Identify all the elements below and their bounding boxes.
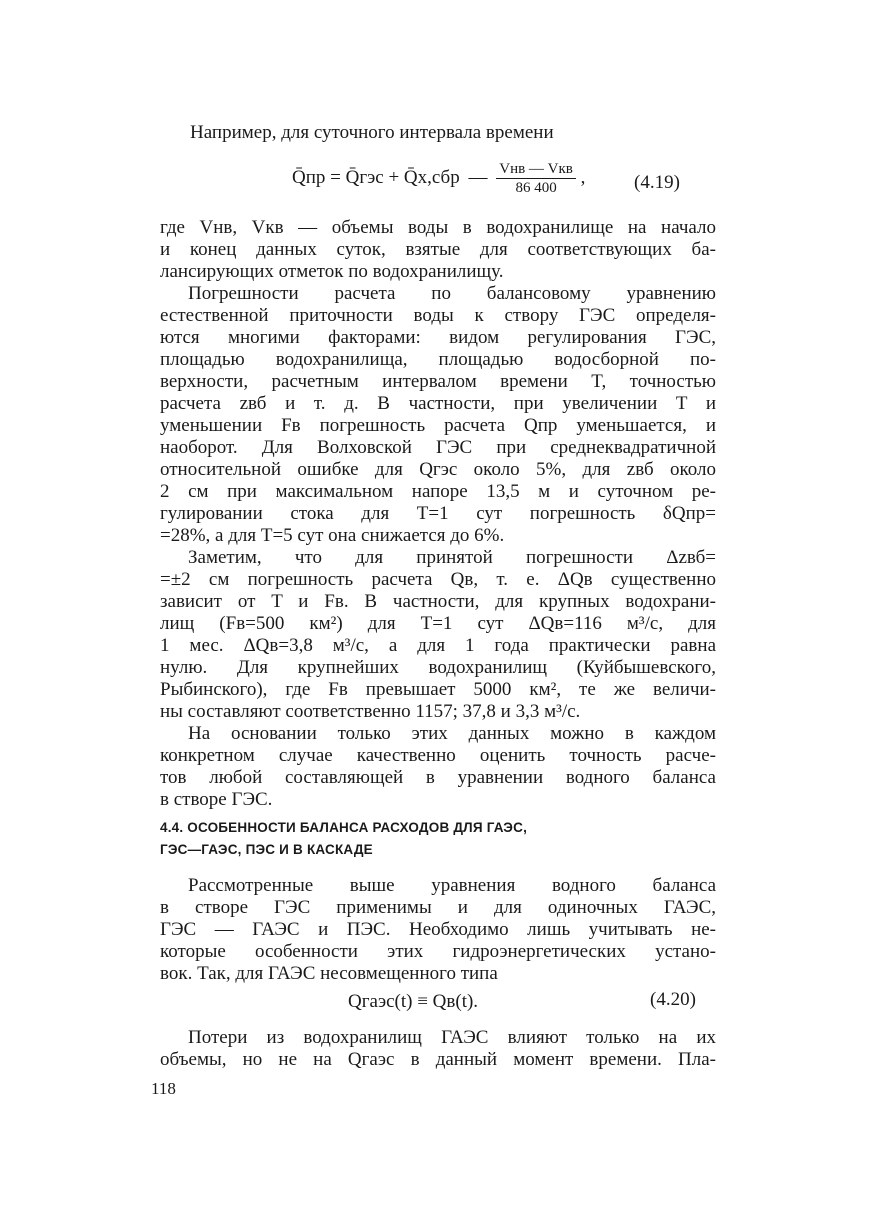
text-line: =28%, а для T=5 сут она снижается до 6%. (160, 525, 505, 546)
text-line: конкретном случае качественно оценить точность расче- (160, 745, 716, 766)
text-line: в створе ГЭС. (160, 789, 273, 810)
text-line: верхности, расчетным интервалом времени T, точностью (160, 371, 716, 392)
text-line: Рыбинского), где Fв превышает 5000 км², те же величи- (160, 679, 716, 700)
equation-4-19-lhs: Q̄пр = Q̄гэс + Q̄х,сбр (292, 166, 460, 188)
text-line: ГЭС — ГАЭС и ПЭС. Необходимо лишь учитывать не- (160, 919, 716, 940)
equation-4-19: Q̄пр = Q̄гэс + Q̄х,сбр — $\frac{\text{Vнв — Vкв}}{86 400}$ , (292, 161, 586, 196)
text-line: площадью водохранилища, площадью водосборной по- (160, 349, 716, 370)
text-line: нулю. Для крупнейших водохранилищ (Куйбышевского, (160, 657, 716, 678)
text-line: =±2 см погрешность расчета Qв, т. е. ΔQв существенно (160, 569, 716, 590)
equation-4-19-fraction (496, 160, 576, 197)
page-number: 118 (151, 1079, 176, 1098)
paragraph-3 (160, 547, 716, 723)
text-line: в створе ГЭС применимы и для одиночных ГАЭС, (160, 897, 716, 918)
text-line: тов любой составляющей в уравнении водного баланса (160, 767, 716, 788)
text-line: Заметим, что для принятой погрешности Δzвб= (188, 547, 716, 568)
text-line: лансирующих отметок по водохранилищу. (160, 261, 504, 282)
text-line: уменьшении Fв погрешность расчета Qпр уменьшается, и (160, 415, 716, 436)
text-line: Погрешности расчета по балансовому уравнению (188, 283, 716, 304)
text-line: вок. Так, для ГАЭС несовмещенного типа (160, 963, 498, 984)
heading-line: ГЭС—ГАЭС, ПЭС И В КАСКАДЕ (160, 842, 373, 857)
equation-number-4-19: (4.19) (634, 172, 680, 193)
text-line: Рассмотренные выше уравнения водного баланса (188, 875, 716, 896)
fraction-numerator: Vнв — Vкв (496, 160, 576, 179)
heading-line: 4.4. ОСОБЕННОСТИ БАЛАНСА РАСХОДОВ ДЛЯ ГАЭС, (160, 820, 528, 835)
text-line: расчета zвб и т. д. В частности, при увеличении T и (160, 393, 716, 414)
text-line: Потери из водохранилищ ГАЭС влияют только на их (188, 1027, 716, 1048)
text-line: гулировании стока для T=1 сут погрешность δQпр= (160, 503, 716, 524)
paragraph-4 (160, 723, 716, 811)
text-line: На основании только этих данных можно в каждом (188, 723, 716, 744)
text-line: зависит от T и Fв. В частности, для крупных водохрани- (160, 591, 716, 612)
text-line: которые особенности этих гидроэнергетических устано- (160, 941, 716, 962)
paragraph-6 (160, 1027, 716, 1071)
equation-number-4-20: (4.20) (650, 989, 696, 1010)
text-line: естественной приточности воды к створу ГЭС определя- (160, 305, 716, 326)
paragraph-1 (160, 217, 716, 283)
equation-4-19-comma: , (580, 166, 586, 188)
section-heading (160, 817, 716, 861)
intro-line: Например, для суточного интервала времени (190, 122, 554, 143)
equation-4-20: Qгаэс(t) ≡ Qв(t). (348, 991, 479, 1012)
text-line: наоборот. Для Волховской ГЭС при среднеквадратичной (160, 437, 716, 458)
text-line: объемы, но не на Qгаэс в данный момент времени. Пла- (160, 1049, 716, 1070)
text-line: 1 мес. ΔQв=3,8 м³/с, а для 1 года практически равна (160, 635, 716, 656)
text-line: где Vнв, Vкв — объемы воды в водохранилище на начало (160, 217, 716, 238)
fraction-denominator: 86 400 (515, 180, 557, 196)
text-line: 2 см при максимальном напоре 13,5 м и суточном ре- (160, 481, 716, 502)
paragraph-5 (160, 875, 716, 985)
text-line: ны составляют соответственно 1157; 37,8 и 3,3 м³/с. (160, 701, 581, 722)
paragraph-2 (160, 283, 716, 547)
text-line: лищ (Fв=500 км²) для T=1 сут ΔQв=116 м³/с, для (160, 613, 716, 634)
text-line: ются многими факторами: видом регулирования ГЭС, (160, 327, 716, 348)
text-line: и конец данных суток, взятые для соответствующих ба- (160, 239, 716, 260)
text-line: относительной ошибке для Qгэс около 5%, для zвб около (160, 459, 716, 480)
intro-block (160, 122, 716, 144)
